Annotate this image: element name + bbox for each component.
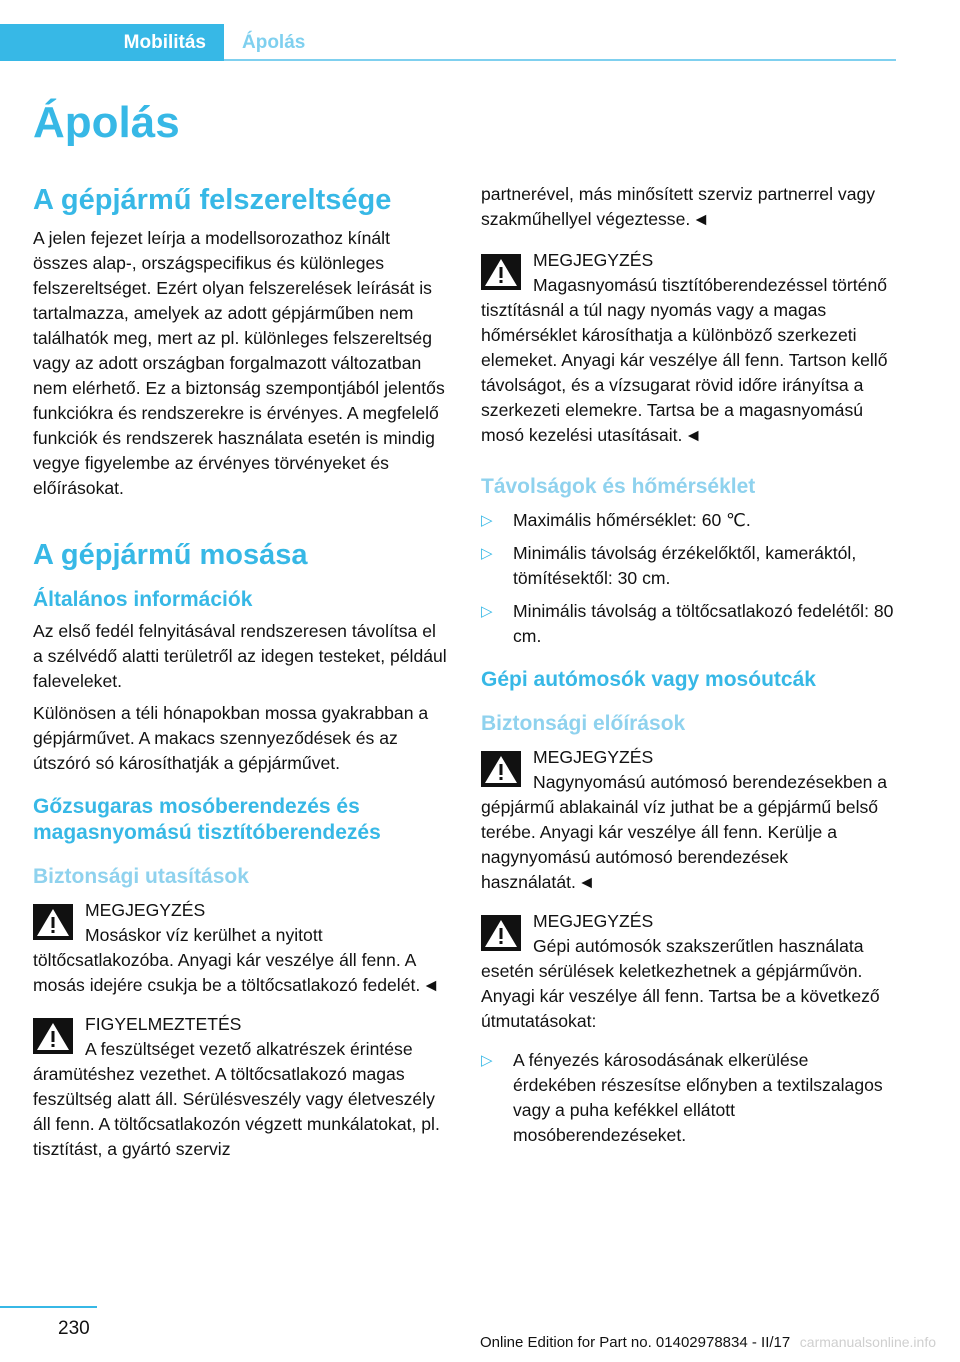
footer-divider [0,1306,97,1308]
distance-list [481,508,895,649]
paragraph-equipment: A jelen fejezet leírja a modellsorozathoz kínált összes alap-, országspecifikus és különleges felszereltséget. Ezért olyan felszerelések leírását is tartalmazza, amelyek az adott gépjárműben nem találhatók meg, mert az pl. különleges felszereltség vagy az adott országban forgalmazott változatban nem elérhető. Ez a biztonság szempontjából jelentős funkciókra és rendszerekre is érvényes. A megfelelő funkciók és rendszerek használata esetén is mindig vegye figyelembe az érvényes törvényeket és előírásokat. [33,228,445,498]
header [0,24,896,61]
list-item-text: Minimális távolság a töltőcsatlakozó fedelétől: 80 cm. [513,601,894,646]
warning-triangle-icon [33,1018,73,1054]
list-item-text: Minimális távolság érzékelőktől, kameráktól, tömítésektől: 30 cm. [513,543,857,588]
warning-triangle-icon [33,904,73,940]
paragraph-general-2: Különösen a téli hónapokban mossa gyakrabban a gépjárművet. A makacs szennyeződések és az útszóró só károsíthatják a gépjárművet. [33,703,429,773]
notice-car-wash-damage [481,909,895,1034]
list-item [481,541,895,591]
paragraph-continued-text: partnerével, más minősített szerviz partnerrel vagy szakműhellyel végeztesse. [481,184,876,229]
page-number: 230 [58,1318,90,1339]
tab-mobilitas[interactable]: Mobilitás [0,24,224,61]
triangle-bullet-icon: ▷ [481,1052,493,1069]
notice-title: MEGJEGYZÉS [533,911,654,931]
page-title: Ápolás [33,98,180,147]
notice-title: MEGJEGYZÉS [533,747,654,767]
notice-text: Magasnyomású tisztítóberendezéssel történő tisztításnál a túl nagy nyomás vagy a magas hőmérséklet károsíthatja a különböző szerkezeti elemeket. Anyagi kár veszélye áll fenn. Tartson kellő távolságot, és a vízsugarat rövid időre irányítsa a szerkezeti elemekre. Tartsa be a magasnyomású mosó kezelési utasításait. [481,275,888,445]
list-item-text: A fényezés károsodásának elkerülése érdekében részesítse előnyben a textilszalagos vagy a puha kefékkel ellátott mosóberendezéseket. [513,1050,883,1145]
triangle-bullet-icon: ▷ [481,512,493,529]
notice-text: Gépi autómosók szakszerűtlen használata esetén sérülések keletkezhetnek a gépjárművön. Anyagi kár veszélye áll fenn. Tartsa be a következő útmutatásokat: [481,936,880,1031]
tab-apolas[interactable]: Ápolás [242,31,306,53]
left-column [33,182,447,1176]
heading-car-wash: Gépi autómosók vagy mosóutcák [481,668,816,691]
notice-text: A feszültséget vezető alkatrészek érintése áramütéshez vezethet. A töltőcsatlakozó magas feszültség alatt áll. Sérülésveszély vagy életveszély áll fenn. A töltőcsatlakozón végzett munkálatokat, pl. tisztítást, a gyártó szerviz [33,1039,440,1159]
end-mark-icon: ◄ [692,209,710,229]
end-mark-icon: ◄ [422,975,440,995]
notice-charging-port-water [33,898,447,998]
notice-text: Nagynyomású autómosó berendezésekben a gépjármű ablakainál víz juthat be a gépjármű belső terébe. Anyagi kár veszélye áll fenn. Kerülje a nagynyomású autómosó berendezések használatát. [481,772,888,892]
heading-equipment: A gépjármű felszereltsége [33,184,392,216]
list-item [481,1048,895,1148]
footer-edition: Online Edition for Part no. 01402978834 - II/17 [480,1334,791,1351]
warning-triangle-icon [481,915,521,951]
watermark: carmanualsonline.info [799,1334,936,1350]
notice-car-wash-water [481,745,895,895]
heading-distances: Távolságok és hőmérséklet [481,475,756,498]
notice-title: MEGJEGYZÉS [533,250,654,270]
warning-triangle-icon [481,751,521,787]
list-item [481,508,895,533]
car-wash-list [481,1048,895,1148]
heading-safety-instructions: Biztonsági utasítások [33,865,249,888]
notice-text: Mosáskor víz kerülhet a nyitott töltőcsatlakozóba. Anyagi kár veszélye áll fenn. A mosás idejére csukja be a töltőcsatlakozó fedelét. [33,925,421,995]
paragraph-continued [481,182,895,232]
warning-triangle-icon [481,254,521,290]
triangle-bullet-icon: ▷ [481,545,493,562]
list-item-text: Maximális hőmérséklet: 60 ℃. [513,510,751,530]
header-divider [224,59,896,61]
heading-general-info: Általános információk [33,588,253,611]
heading-safety-rules: Biztonsági előírások [481,712,686,735]
notice-title: MEGJEGYZÉS [85,900,206,920]
end-mark-icon: ◄ [684,425,702,445]
notice-high-pressure [481,248,895,448]
heading-wash: A gépjármű mosása [33,539,308,571]
triangle-bullet-icon: ▷ [481,603,493,620]
heading-steam-cleaner: Gőzsugaras mosóberendezés és magasnyomású tisztítóberendezés [33,795,381,844]
notice-title: FIGYELMEZTETÉS [85,1014,242,1034]
end-mark-icon: ◄ [577,872,596,892]
notice-high-voltage [33,1012,447,1162]
right-column [481,182,895,1156]
list-item [481,599,895,649]
paragraph-general-1: Az első fedél felnyitásával rendszeresen távolítsa el a szélvédő alatti területről az idegen testeket, például faleveleket. [33,621,447,691]
